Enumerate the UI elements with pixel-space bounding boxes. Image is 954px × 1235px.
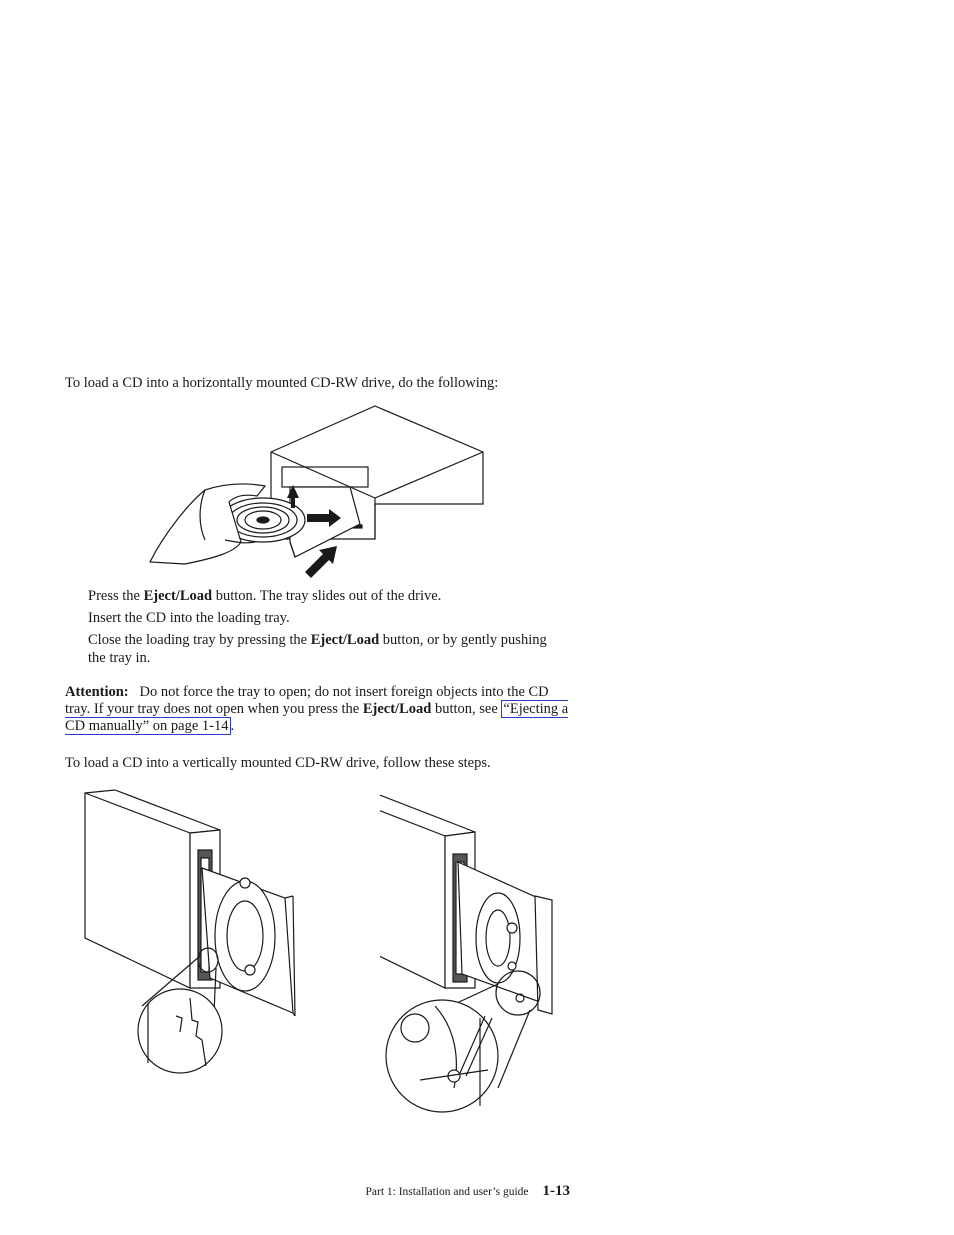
eject-manual-link[interactable]: “Ejecting a CD manually” on page 1-14	[65, 701, 569, 734]
attention-label: Attention:	[65, 684, 129, 700]
page-number: 1-13	[542, 1183, 570, 1199]
vertical-drive-illustration-left	[80, 788, 305, 1078]
steps-list	[88, 587, 558, 671]
vertical-drive-illustration-right	[380, 788, 560, 1116]
horizontal-drive-illustration	[145, 402, 490, 580]
step-3: Close the loading tray by pressing the Eject/Load button, or by gently pushing the tray in.	[88, 632, 547, 666]
footer-text: Part 1: Installation and user’s guide	[365, 1186, 529, 1198]
intro-vertical: To load a CD into a vertically mounted CD-RW drive, follow these steps.	[65, 755, 491, 771]
step-2: Insert the CD into the loading tray.	[88, 610, 290, 626]
step-1: Press the Eject/Load button. The tray slides out of the drive.	[88, 588, 442, 604]
intro-horizontal: To load a CD into a horizontally mounted CD-RW drive, do the following:	[65, 375, 499, 391]
page-footer	[0, 1183, 570, 1200]
attention-note: Attention: Do not force the tray to open; do not insert foreign objects into the CD tray. If your tray does not open when you press the Eject/Load button, see “Ejecting a CD manually” on page 1-14 .	[65, 684, 569, 734]
